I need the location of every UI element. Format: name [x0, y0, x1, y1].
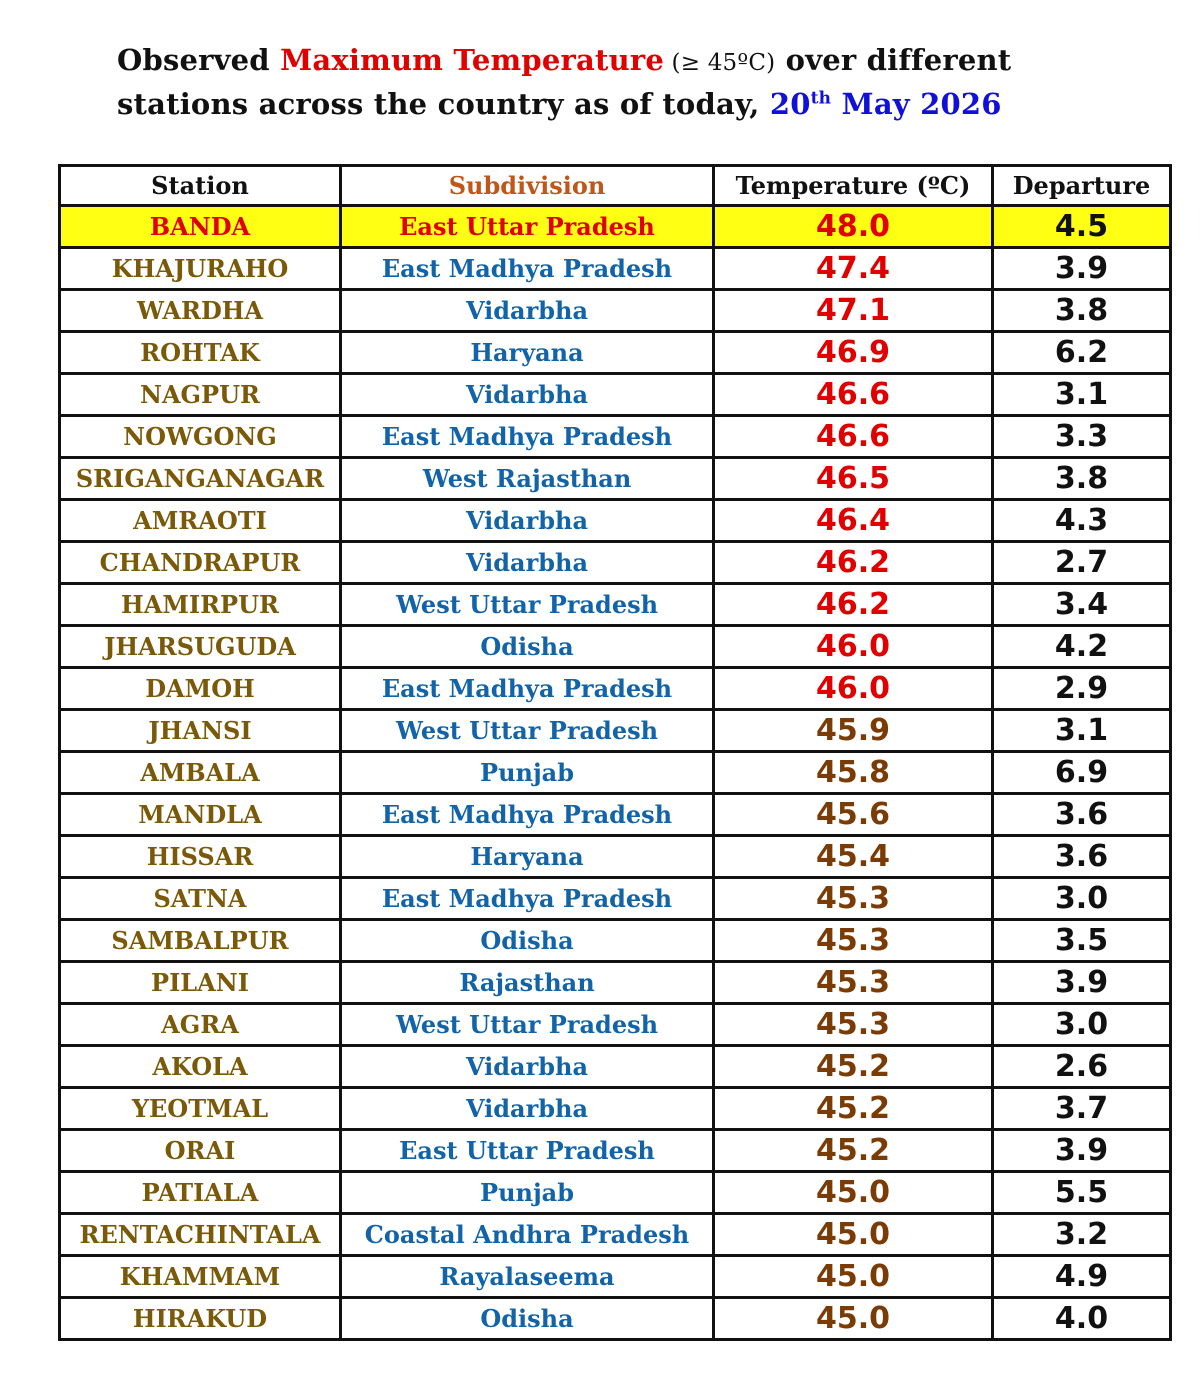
title-line-1 — [117, 40, 1117, 84]
station-cell: HISSAR — [60, 836, 341, 878]
station-cell: AMBALA — [60, 752, 341, 794]
station-cell: HIRAKUD — [60, 1298, 341, 1340]
departure-cell: 4.2 — [993, 626, 1171, 668]
temperature-cell: 46.2 — [714, 584, 993, 626]
subdivision-cell: West Uttar Pradesh — [341, 1004, 714, 1046]
table-row — [60, 584, 1171, 626]
temperature-cell: 45.0 — [714, 1172, 993, 1214]
temperature-table — [58, 164, 1172, 1341]
station-cell: SATNA — [60, 878, 341, 920]
table-header-row — [60, 166, 1171, 206]
station-cell: PATIALA — [60, 1172, 341, 1214]
temperature-cell: 45.3 — [714, 1004, 993, 1046]
temperature-cell: 45.2 — [714, 1088, 993, 1130]
table-row — [60, 794, 1171, 836]
station-cell: YEOTMAL — [60, 1088, 341, 1130]
header-departure: Departure — [993, 166, 1171, 206]
departure-cell: 3.8 — [993, 458, 1171, 500]
table-row — [60, 626, 1171, 668]
subdivision-cell: Haryana — [341, 332, 714, 374]
subdivision-cell: East Madhya Pradesh — [341, 416, 714, 458]
subdivision-cell: Vidarbha — [341, 374, 714, 416]
table-row — [60, 1172, 1171, 1214]
subdivision-cell: Vidarbha — [341, 290, 714, 332]
departure-cell: 3.4 — [993, 584, 1171, 626]
station-cell: RENTACHINTALA — [60, 1214, 341, 1256]
table-row — [60, 1298, 1171, 1340]
departure-cell: 3.5 — [993, 920, 1171, 962]
temperature-cell: 45.0 — [714, 1214, 993, 1256]
subdivision-cell: Punjab — [341, 752, 714, 794]
departure-cell: 4.3 — [993, 500, 1171, 542]
temperature-cell: 45.0 — [714, 1298, 993, 1340]
title-text-max-temp: Maximum Temperature — [280, 43, 665, 77]
departure-cell: 3.9 — [993, 962, 1171, 1004]
title-text-threshold: (≥ 45ºC) — [664, 50, 776, 76]
station-cell: HAMIRPUR — [60, 584, 341, 626]
temperature-cell: 45.2 — [714, 1046, 993, 1088]
station-cell: JHARSUGUDA — [60, 626, 341, 668]
temperature-cell: 45.3 — [714, 962, 993, 1004]
subdivision-cell: Vidarbha — [341, 500, 714, 542]
header-station: Station — [60, 166, 341, 206]
departure-cell: 3.0 — [993, 1004, 1171, 1046]
title-date — [770, 87, 1002, 121]
departure-cell: 3.6 — [993, 836, 1171, 878]
subdivision-cell: West Rajasthan — [341, 458, 714, 500]
subdivision-cell: East Madhya Pradesh — [341, 248, 714, 290]
temperature-cell: 45.4 — [714, 836, 993, 878]
subdivision-cell: Odisha — [341, 920, 714, 962]
station-cell: SAMBALPUR — [60, 920, 341, 962]
subdivision-cell: East Madhya Pradesh — [341, 878, 714, 920]
station-cell: AKOLA — [60, 1046, 341, 1088]
station-cell: ORAI — [60, 1130, 341, 1172]
table-row — [60, 248, 1171, 290]
subdivision-cell: Rayalaseema — [341, 1256, 714, 1298]
table-row — [60, 1214, 1171, 1256]
temperature-cell: 45.3 — [714, 878, 993, 920]
temperature-cell: 45.8 — [714, 752, 993, 794]
table-row — [60, 1256, 1171, 1298]
station-cell: KHAJURAHO — [60, 248, 341, 290]
station-cell: AGRA — [60, 1004, 341, 1046]
subdivision-cell: Vidarbha — [341, 542, 714, 584]
station-cell: CHANDRAPUR — [60, 542, 341, 584]
subdivision-cell: Odisha — [341, 1298, 714, 1340]
subdivision-cell: Coastal Andhra Pradesh — [341, 1214, 714, 1256]
station-cell: NAGPUR — [60, 374, 341, 416]
departure-cell: 3.1 — [993, 374, 1171, 416]
table-row — [60, 878, 1171, 920]
temperature-cell: 45.2 — [714, 1130, 993, 1172]
temperature-cell: 46.5 — [714, 458, 993, 500]
page-title — [117, 40, 1117, 125]
subdivision-cell: Odisha — [341, 626, 714, 668]
departure-cell: 2.6 — [993, 1046, 1171, 1088]
departure-cell: 3.7 — [993, 1088, 1171, 1130]
header-temperature: Temperature (ºC) — [714, 166, 993, 206]
subdivision-cell: Vidarbha — [341, 1046, 714, 1088]
table-row — [60, 458, 1171, 500]
subdivision-cell: Punjab — [341, 1172, 714, 1214]
temperature-cell: 46.6 — [714, 416, 993, 458]
station-cell: KHAMMAM — [60, 1256, 341, 1298]
title-date-day: 20 — [769, 87, 811, 121]
station-cell: WARDHA — [60, 290, 341, 332]
title-text-stations: stations across the country as of today, — [117, 87, 770, 121]
station-cell: ROHTAK — [60, 332, 341, 374]
table-row — [60, 332, 1171, 374]
subdivision-cell: East Uttar Pradesh — [341, 1130, 714, 1172]
departure-cell: 4.0 — [993, 1298, 1171, 1340]
temperature-cell: 47.4 — [714, 248, 993, 290]
header-subdivision: Subdivision — [341, 166, 714, 206]
departure-cell: 5.5 — [993, 1172, 1171, 1214]
temperature-cell: 45.0 — [714, 1256, 993, 1298]
temperature-cell: 46.0 — [714, 668, 993, 710]
departure-cell: 3.9 — [993, 1130, 1171, 1172]
subdivision-cell: West Uttar Pradesh — [341, 710, 714, 752]
temperature-cell: 46.6 — [714, 374, 993, 416]
departure-cell: 3.2 — [993, 1214, 1171, 1256]
departure-cell: 2.9 — [993, 668, 1171, 710]
temperature-cell: 45.9 — [714, 710, 993, 752]
station-cell: DAMOH — [60, 668, 341, 710]
station-cell: AMRAOTI — [60, 500, 341, 542]
temperature-cell: 45.3 — [714, 920, 993, 962]
subdivision-cell: Haryana — [341, 836, 714, 878]
table-row — [60, 374, 1171, 416]
table-row — [60, 500, 1171, 542]
table-row — [60, 1088, 1171, 1130]
temperature-cell: 46.2 — [714, 542, 993, 584]
table-row — [60, 542, 1171, 584]
table-row — [60, 416, 1171, 458]
title-text-over: over different — [775, 43, 1012, 77]
subdivision-cell: West Uttar Pradesh — [341, 584, 714, 626]
title-line-2 — [117, 84, 1117, 125]
title-date-rest: May 2026 — [831, 87, 1002, 121]
temperature-cell: 46.0 — [714, 626, 993, 668]
table-row — [60, 668, 1171, 710]
table-row — [60, 1046, 1171, 1088]
subdivision-cell: East Uttar Pradesh — [341, 206, 714, 248]
temperature-cell: 47.1 — [714, 290, 993, 332]
table-row — [60, 206, 1171, 248]
departure-cell: 3.8 — [993, 290, 1171, 332]
departure-cell: 4.9 — [993, 1256, 1171, 1298]
table-row — [60, 1130, 1171, 1172]
station-cell: BANDA — [60, 206, 341, 248]
temperature-cell: 48.0 — [714, 206, 993, 248]
departure-cell: 6.9 — [993, 752, 1171, 794]
subdivision-cell: East Madhya Pradesh — [341, 668, 714, 710]
temperature-cell: 46.9 — [714, 332, 993, 374]
departure-cell: 3.1 — [993, 710, 1171, 752]
departure-cell: 3.6 — [993, 794, 1171, 836]
table-row — [60, 920, 1171, 962]
table-row — [60, 836, 1171, 878]
departure-cell: 2.7 — [993, 542, 1171, 584]
table-row — [60, 710, 1171, 752]
departure-cell: 6.2 — [993, 332, 1171, 374]
departure-cell: 3.3 — [993, 416, 1171, 458]
title-date-suffix: th — [810, 88, 832, 109]
subdivision-cell: Vidarbha — [341, 1088, 714, 1130]
table-row — [60, 752, 1171, 794]
station-cell: PILANI — [60, 962, 341, 1004]
table-row — [60, 290, 1171, 332]
station-cell: SRIGANGANAGAR — [60, 458, 341, 500]
departure-cell: 4.5 — [993, 206, 1171, 248]
subdivision-cell: East Madhya Pradesh — [341, 794, 714, 836]
station-cell: MANDLA — [60, 794, 341, 836]
departure-cell: 3.0 — [993, 878, 1171, 920]
departure-cell: 3.9 — [993, 248, 1171, 290]
subdivision-cell: Rajasthan — [341, 962, 714, 1004]
station-cell: JHANSI — [60, 710, 341, 752]
table-row — [60, 1004, 1171, 1046]
table-body — [60, 206, 1171, 1340]
title-text-observed: Observed — [117, 43, 281, 77]
temperature-cell: 45.6 — [714, 794, 993, 836]
table-row — [60, 962, 1171, 1004]
temperature-cell: 46.4 — [714, 500, 993, 542]
station-cell: NOWGONG — [60, 416, 341, 458]
